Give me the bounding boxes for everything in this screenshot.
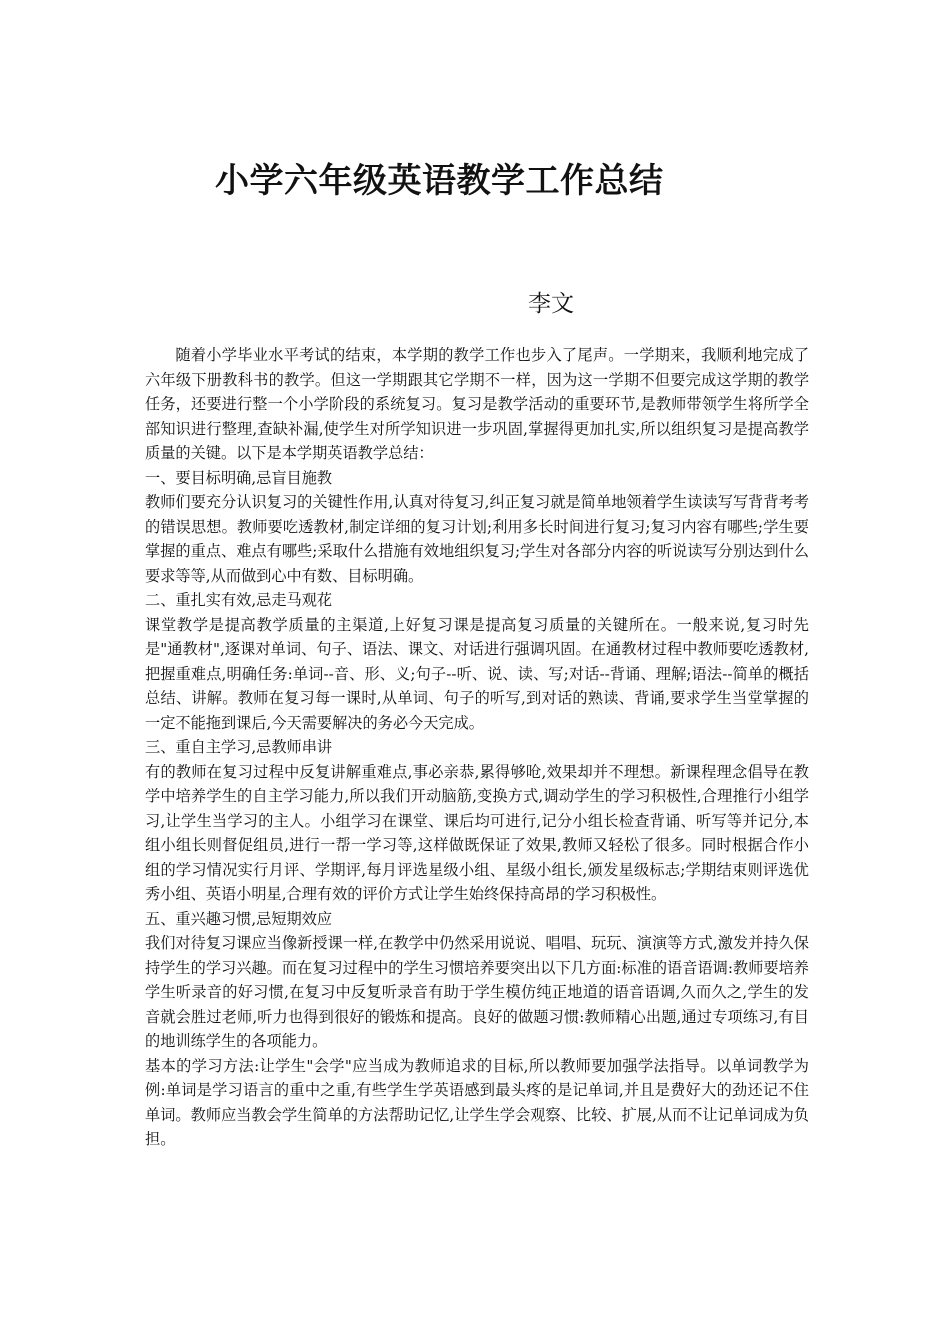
section-heading: 二、重扎实有效,忌走马观花	[145, 591, 333, 609]
section-heading: 一、要目标明确,忌盲目施教	[145, 468, 333, 487]
section-paragraph: 我们对待复习课应当像新授课一样,在教学中仍然采用说说、唱唱、玩玩、演演等方式,激发并持久保持学生的学习兴趣。而在复习过程中的学生习惯培养要突出以下几方面:标准的语音语调:教师要培养学生听录音的好习惯,在复习中反复听录音有助于学生模仿纯正地道的语音语调,久而久之,学生的发音就会胜过老师,听力也得到很好的锻炼和提高。良好的做题习惯:教师精心出题,通过专项练习,有目的地训练学生的各项能力。	[145, 934, 809, 1050]
section-paragraph: 课堂教学是提高教学质量的主渠道,上好复习课是提高复习质量的关键所在。一般来说,复习时先是"通教材",逐课对单词、句子、语法、课文、对话进行强调巩固。在通教材过程中教师要吃透教材,把握重难点,明确任务:单词--音、形、义;句子--听、说、读、写;对话--背诵、理解;语法--简单的概括总结、讲解。教师在复习每一课时,从单词、句子的听写,到对话的熟读、背诵,要求学生当堂掌握的一定不能拖到课后,今天需要解决的务必今天完成。	[145, 615, 809, 732]
section-paragraph: 基本的学习方法:让学生"会学"应当成为教师追求的目标,所以教师要加强学法指导。以单词教学为例:单词是学习语言的重中之重,有些学生学英语感到最头疼的是记单词,并且是费好大的劲还记不住单词。教师应当教会学生简单的方法帮助记忆,让学生学会观察、比较、扩展,从而不让记单词成为负担。	[145, 1056, 809, 1148]
section-heading: 三、重自主学习,忌教师串讲	[145, 738, 333, 756]
section-paragraph: 有的教师在复习过程中反复讲解重难点,事必亲恭,累得够呛,效果却并不理想。新课程理念倡导在教学中培养学生的自主学习能力,所以我们开动脑筋,变换方式,调动学生的学习积极性,合理推行小组学习,让学生当学习的主人。小组学习在课堂、课后均可进行,记分小组长检查背诵、听写等并记分,本组小组长则督促组员,进行一帮一学习等,这样做既保证了效果,教师又轻松了很多。同时根据合作小组的学习情况实行月评、学期评,每月评选星级小组、星级小组长,颁发星级标志;学期结束则评选优秀小组、英语小明星,合理有效的评价方式让学生始终保持高昂的学习积极性。	[145, 762, 809, 903]
document-author: 李文	[528, 291, 574, 317]
section-paragraph: 教师们要充分认识复习的关键性作用,认真对待复习,纠正复习就是简单地领着学生读读写写背背考考的错误思想。教师要吃透教材,制定详细的复习计划;利用多长时间进行复习;复习内容有哪些;学生要掌握的重点、难点有哪些;采取什么措施有效地组织复习;学生对各部分内容的听说读写分别达到什么要求等等,从而做到心中有数、目标明确。	[145, 493, 809, 585]
document-body	[145, 343, 809, 1152]
document-title: 小学六年级英语教学工作总结	[215, 161, 664, 201]
section-heading: 五、重兴趣习惯,忌短期效应	[145, 909, 333, 928]
intro-paragraph: 随着小学毕业水平考试的结束，本学期的教学工作也步入了尾声。一学期来，我顺利地完成了六年级下册教科书的教学。但这一学期跟其它学期不一样，因为这一学期不但要完成这学期的教学任务，还要进行整一个小学阶段的系统复习。复习是教学活动的重要环节,是教师带领学生将所学全部知识进行整理,查缺补漏,使学生对所学知识进一步巩固,掌握得更加扎实,所以组织复习是提高教学质量的关键。以下是本学期英语教学总结：	[145, 346, 809, 462]
